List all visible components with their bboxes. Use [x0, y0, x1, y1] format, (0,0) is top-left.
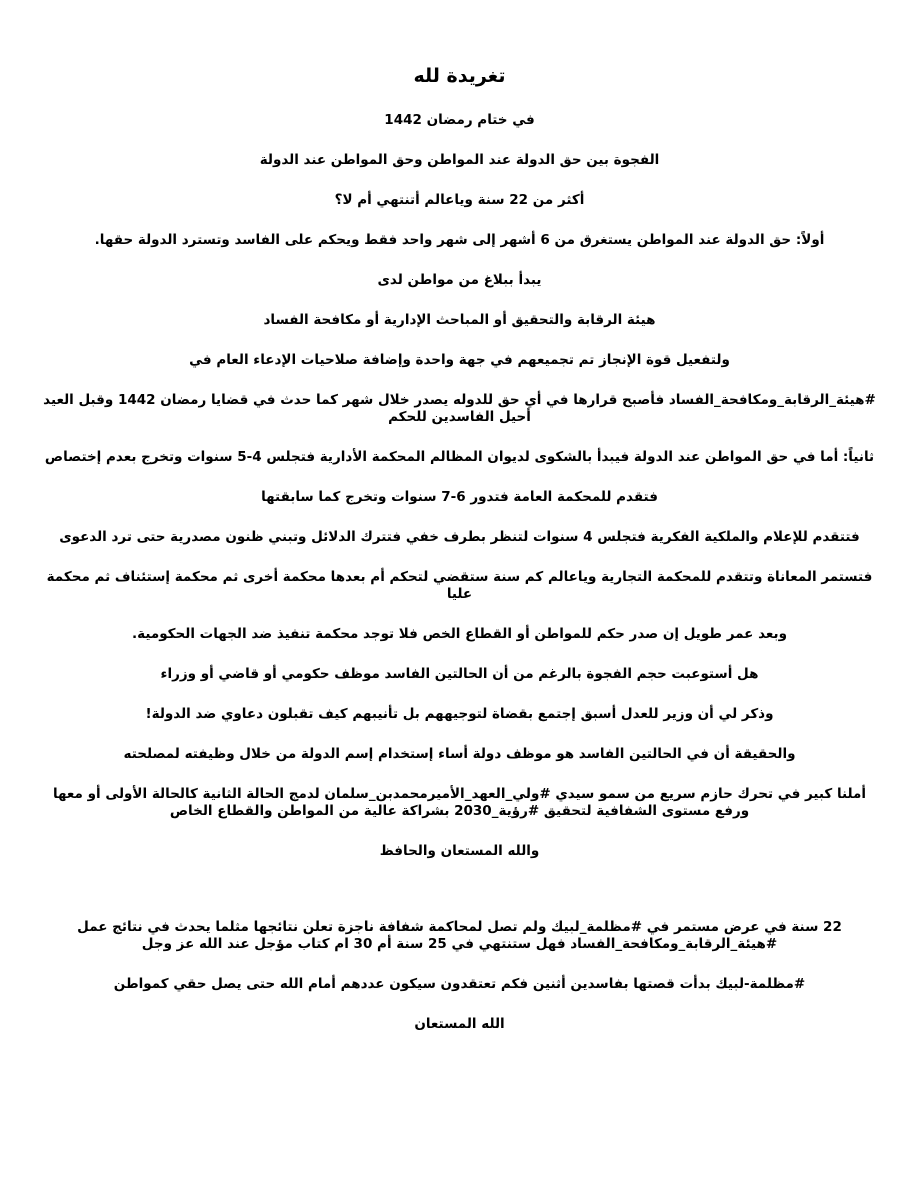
paragraph: أكثر من 22 سنة وياعالم أتنتهي أم لا؟	[334, 192, 585, 208]
closing-paragraph: 22 سنة في عرض مستمر في #مظلمة_لبيك ولم تصل لمحاكمة شفافة ناجزة تعلن نتائجها مثلما يحدث في نتائج عمل #هيئة_الرقابة_ومكافحة_الفساد فهل ستنتهي في 25 سنة أم 30 ام كتاب مؤجل عند الله عز وجل	[77, 919, 842, 952]
paragraph: وبعد عمر طويل إن صدر حكم للمواطن أو القطاع الخص فلا توجد محكمة تنفيذ ضد الجهات الحكومية.	[132, 626, 787, 642]
paragraph: يبدأ ببلاغ من مواطن لدى	[377, 272, 542, 288]
paragraph: هيئة الرقابة والتحقيق أو المباحث الإدارية أو مكافحة الفساد	[263, 312, 656, 328]
document-body	[40, 62, 879, 1056]
paragraph: #هيئة_الرقابة_ومكافحة_الفساد فأصبح قرارها في أي حق للدوله يصدر خلال شهر كما حدث في قضايا رمضان 1442 وقبل العيد أحيل الفاسدين للحكم	[43, 392, 876, 425]
paragraph: فتقدم للمحكمة العامة فتدور 6-7 سنوات وتخرج كما سابقتها	[261, 489, 658, 505]
closing-paragraph: #مظلمة-لبيك بدأت قصتها بفاسدين أثنين فكم تعتقدون سيكون عددهم أمام الله حتى يصل حقي كمواطن	[113, 976, 806, 992]
paragraph: وذكر لي أن وزير للعدل أسبق إجتمع بقضاة لتوجيههم بل تأنيبهم كيف تقبلون دعاوي ضد الدولة!	[145, 706, 774, 722]
paragraph: ثانياً: أما في حق المواطن عند الدولة فيبدأ بالشكوى لديوان المظالم المحكمة الأدارية فتجلس 4-5 سنوات وتخرج بعدم إختصاص	[44, 449, 875, 465]
section-spacer	[40, 883, 879, 919]
paragraph: ولتفعيل قوة الإنجاز تم تجميعهم في جهة واحدة وإضافة صلاحيات الإدعاء العام في	[189, 352, 730, 368]
paragraph: والحقيقة أن في الحالتين الفاسد هو موظف دولة أساء إستخدام إسم الدولة من خلال وظيفته لمصلحته	[123, 746, 796, 762]
paragraph: أملنا كبير في تحرك حازم سريع من سمو سيدي #ولي_العهد_الأميرمحمدبن_سلمان لدمج الحالة الثانية كالحالة الأولى أو معها ورفع مستوى الشفافية لتحقيق #رؤية_2030 بشراكة عالية من المواطن والقطاع الخاص	[52, 786, 867, 819]
paragraph: فتتقدم للإعلام والملكية الفكرية فتجلس 4 سنوات لتنظر بطرف خفي فتترك الدلائل وتبني ظنون مصدرية حتى ترد الدعوى	[59, 529, 860, 545]
paragraph: فتستمر المعاناة وتتقدم للمحكمة التجارية وياعالم كم سنة ستقضي لتحكم أم بعدها محكمة أخرى ثم محكمة إستئناف ثم محكمة عليا	[46, 569, 873, 602]
closing-paragraph: الله المستعان	[414, 1016, 505, 1032]
document-title: تغريدة لله	[413, 65, 506, 87]
paragraph: الفجوة بين حق الدولة عند المواطن وحق المواطن عند الدولة	[259, 152, 660, 168]
paragraph: أولاً: حق الدولة عند المواطن يستغرق من 6 أشهر إلى شهر واحد فقط ويحكم على الفاسد وتسترد الدولة حقها.	[94, 232, 825, 248]
paragraph: في ختام رمضان 1442	[384, 112, 535, 128]
paragraph: والله المستعان والحافظ	[379, 843, 540, 859]
paragraph: هل أستوعبت حجم الفجوة بالرغم من أن الحالتين الفاسد موظف حكومي أو قاضي أو وزراء	[160, 666, 759, 682]
